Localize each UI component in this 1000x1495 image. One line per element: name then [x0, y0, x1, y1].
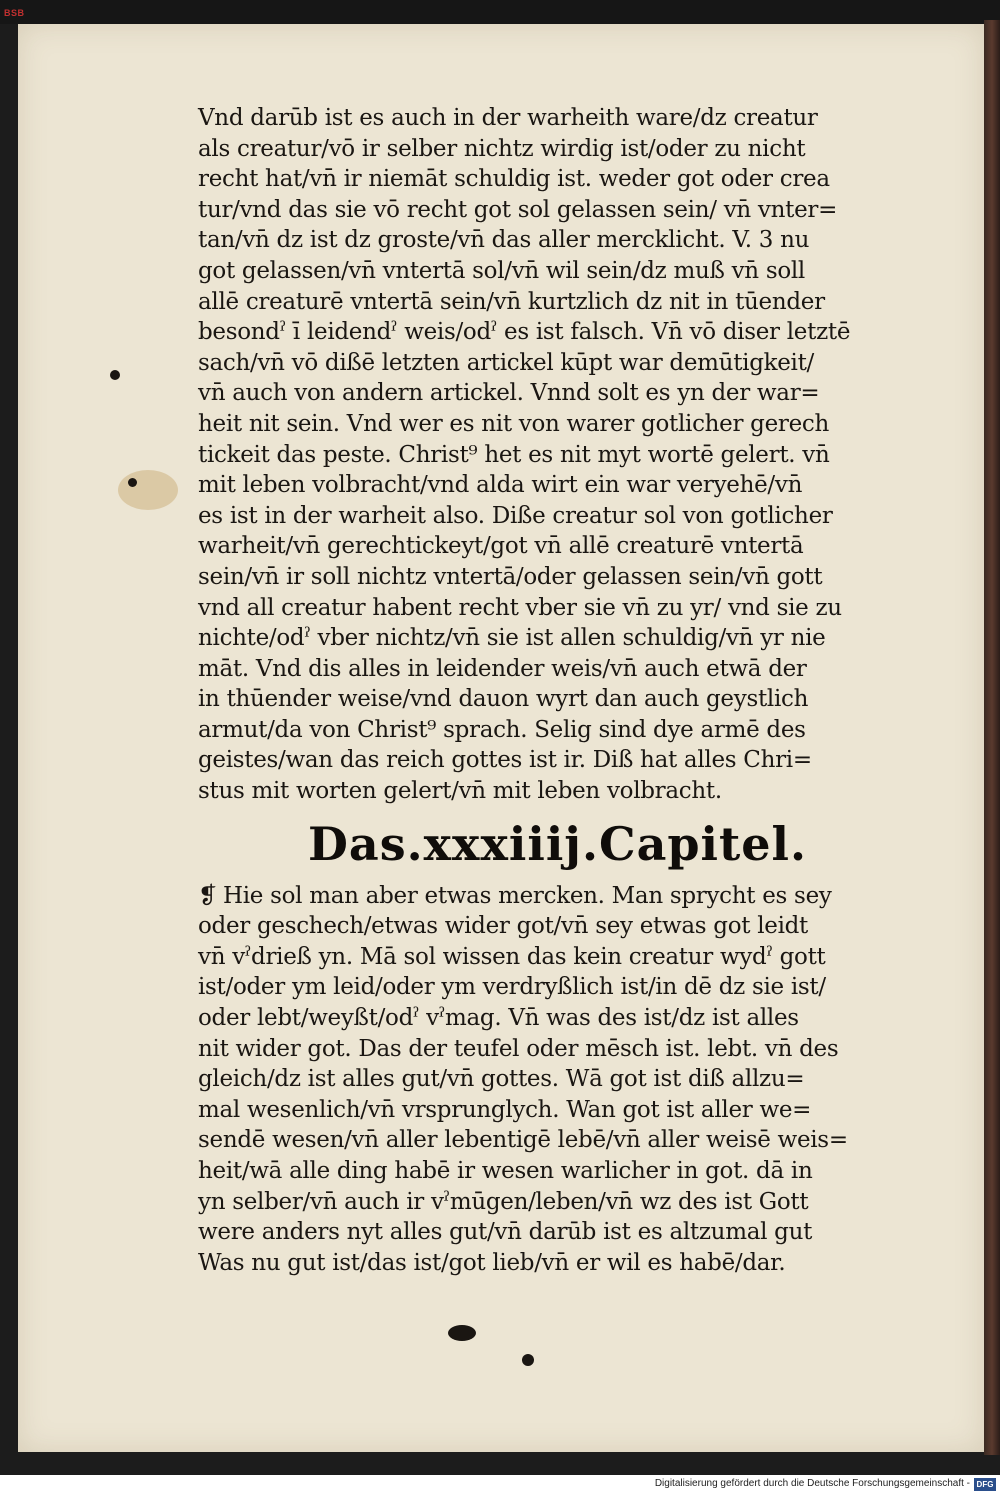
paper-stain: [118, 470, 178, 510]
text-line: vn̄ auch von andern artickel. Vnnd solt es yn der war=: [198, 380, 820, 407]
pilcrow-icon: ❡: [198, 882, 217, 909]
text-line: tickeit das peste. Christ⁹ het es nit myt wortē gelert. vn̄: [198, 441, 830, 468]
page-text: [198, 103, 898, 1278]
paragraph-1: [198, 103, 898, 807]
page-edge: [984, 20, 1000, 1455]
text-line: yn selber/vn̄ auch ir vˀmūgen/leben/vn̄ wz des ist Gott: [198, 1188, 809, 1215]
text-line: recht hat/vn̄ ir niemāt schuldig ist. weder got oder crea: [198, 166, 830, 193]
text-line: tur/vnd das sie vō recht got sol gelassen sein/ vn̄ vnter=: [198, 196, 838, 223]
text-line: heit/wā alle ding habē ir wesen warlicher in got. dā in: [198, 1158, 813, 1184]
text-line: mal wesenlich/vn̄ vrsprunglych. Wan got ist aller we=: [198, 1096, 812, 1123]
text-line: oder geschech/etwas wider got/vn̄ sey etwas got leidt: [198, 913, 809, 940]
text-line: nit wider got. Das der teufel oder mēsch ist. lebt. vn̄ des: [198, 1035, 839, 1062]
text-line: tan/vn̄ dz ist dz groste/vn̄ das aller mercklicht. V. 3 nu: [198, 227, 810, 254]
text-line: ist/oder ym leid/oder ym verdryßlich ist/in dē dz sie ist/: [198, 974, 826, 1001]
text-line-content: Hie sol man aber etwas mercken. Man sprycht es sey: [222, 882, 832, 909]
text-line: warheit/vn̄ gerechtickeyt/got vn̄ allē creaturē vntertā: [198, 533, 804, 560]
text-line: were anders nyt alles gut/vn̄ darūb ist es altzumal gut: [198, 1219, 813, 1246]
text-line: mit leben volbracht/vnd alda wirt ein war veryehē/vn̄: [198, 472, 803, 499]
text-line: in thūender weise/vnd dauon wyrt dan auch geystlich: [198, 686, 809, 713]
chapter-heading: Das.xxxiiij.Capitel.: [308, 816, 808, 871]
text-line: sein/vn̄ ir soll nichtz vntertā/oder gelassen sein/vn̄ gott: [198, 563, 823, 590]
text-line: besondˀ ī leidendˀ weis/odˀ es ist falsch. Vn̄ vō diser letztē: [198, 319, 851, 346]
top-strip: [0, 0, 1000, 24]
text-line: māt. Vnd dis alles in leidender weis/vn̄ auch etwā der: [198, 655, 807, 682]
paragraph-2: [198, 881, 898, 1279]
footer-bar: [0, 1475, 1000, 1495]
text-line: armut/da von Christ⁹ sprach. Selig sind dye armē des: [198, 716, 806, 743]
text-line: stus mit worten gelert/vn̄ mit leben volbracht.: [198, 778, 722, 805]
text-line: got gelassen/vn̄ vntertā sol/vn̄ wil sein/dz muß vn̄ soll: [198, 257, 805, 284]
ink-dot: [110, 370, 120, 380]
ink-blot: [448, 1325, 476, 1341]
text-line: allē creaturē vntertā sein/vn̄ kurtzlich dz nit in tūender: [198, 288, 825, 315]
text-line: vnd all creatur habent recht vber sie vn̄ zu yr/ vnd sie zu: [198, 594, 842, 621]
text-line: sach/vn̄ vō dißē letzten artickel kūpt war demūtigkeit/: [198, 349, 815, 376]
bsb-logo: BSB: [4, 8, 25, 18]
text-line-first: [198, 881, 898, 912]
text-line: es ist in der warheit also. Diße creatur sol von gotlicher: [198, 502, 833, 529]
dfg-logo: DFG: [974, 1478, 996, 1491]
text-line: Vnd darūb ist es auch in der warheith ware/dz creatur: [198, 105, 818, 131]
text-line: vn̄ vˀdrieß yn. Mā sol wissen das kein creatur wydˀ gott: [198, 943, 826, 970]
text-line: heit nit sein. Vnd wer es nit von warer gotlicher gerech: [198, 410, 830, 437]
ink-dot: [522, 1354, 534, 1366]
text-line: geistes/wan das reich gottes ist ir. Diß hat alles Chri=: [198, 747, 812, 774]
text-line: gleich/dz ist alles gut/vn̄ gottes. Wā got ist diß allzu=: [198, 1066, 805, 1093]
text-line: oder lebt/weyßt/odˀ vˀmag. Vn̄ was des ist/dz ist alles: [198, 1005, 799, 1032]
text-line: sendē wesen/vn̄ aller lebentigē lebē/vn̄ aller weisē weis=: [198, 1127, 848, 1154]
text-line: Was nu gut ist/das ist/got lieb/vn̄ er wil es habē/dar.: [198, 1249, 786, 1276]
ink-dot: [128, 478, 137, 487]
text-line: nichte/odˀ vber nichtz/vn̄ sie ist allen schuldig/vn̄ yr nie: [198, 625, 826, 652]
text-line: als creatur/vō ir selber nichtz wirdig ist/oder zu nicht: [198, 135, 806, 162]
funding-credit: Digitalisierung gefördert durch die Deutsche Forschungsgemeinschaft -: [654, 1478, 970, 1489]
